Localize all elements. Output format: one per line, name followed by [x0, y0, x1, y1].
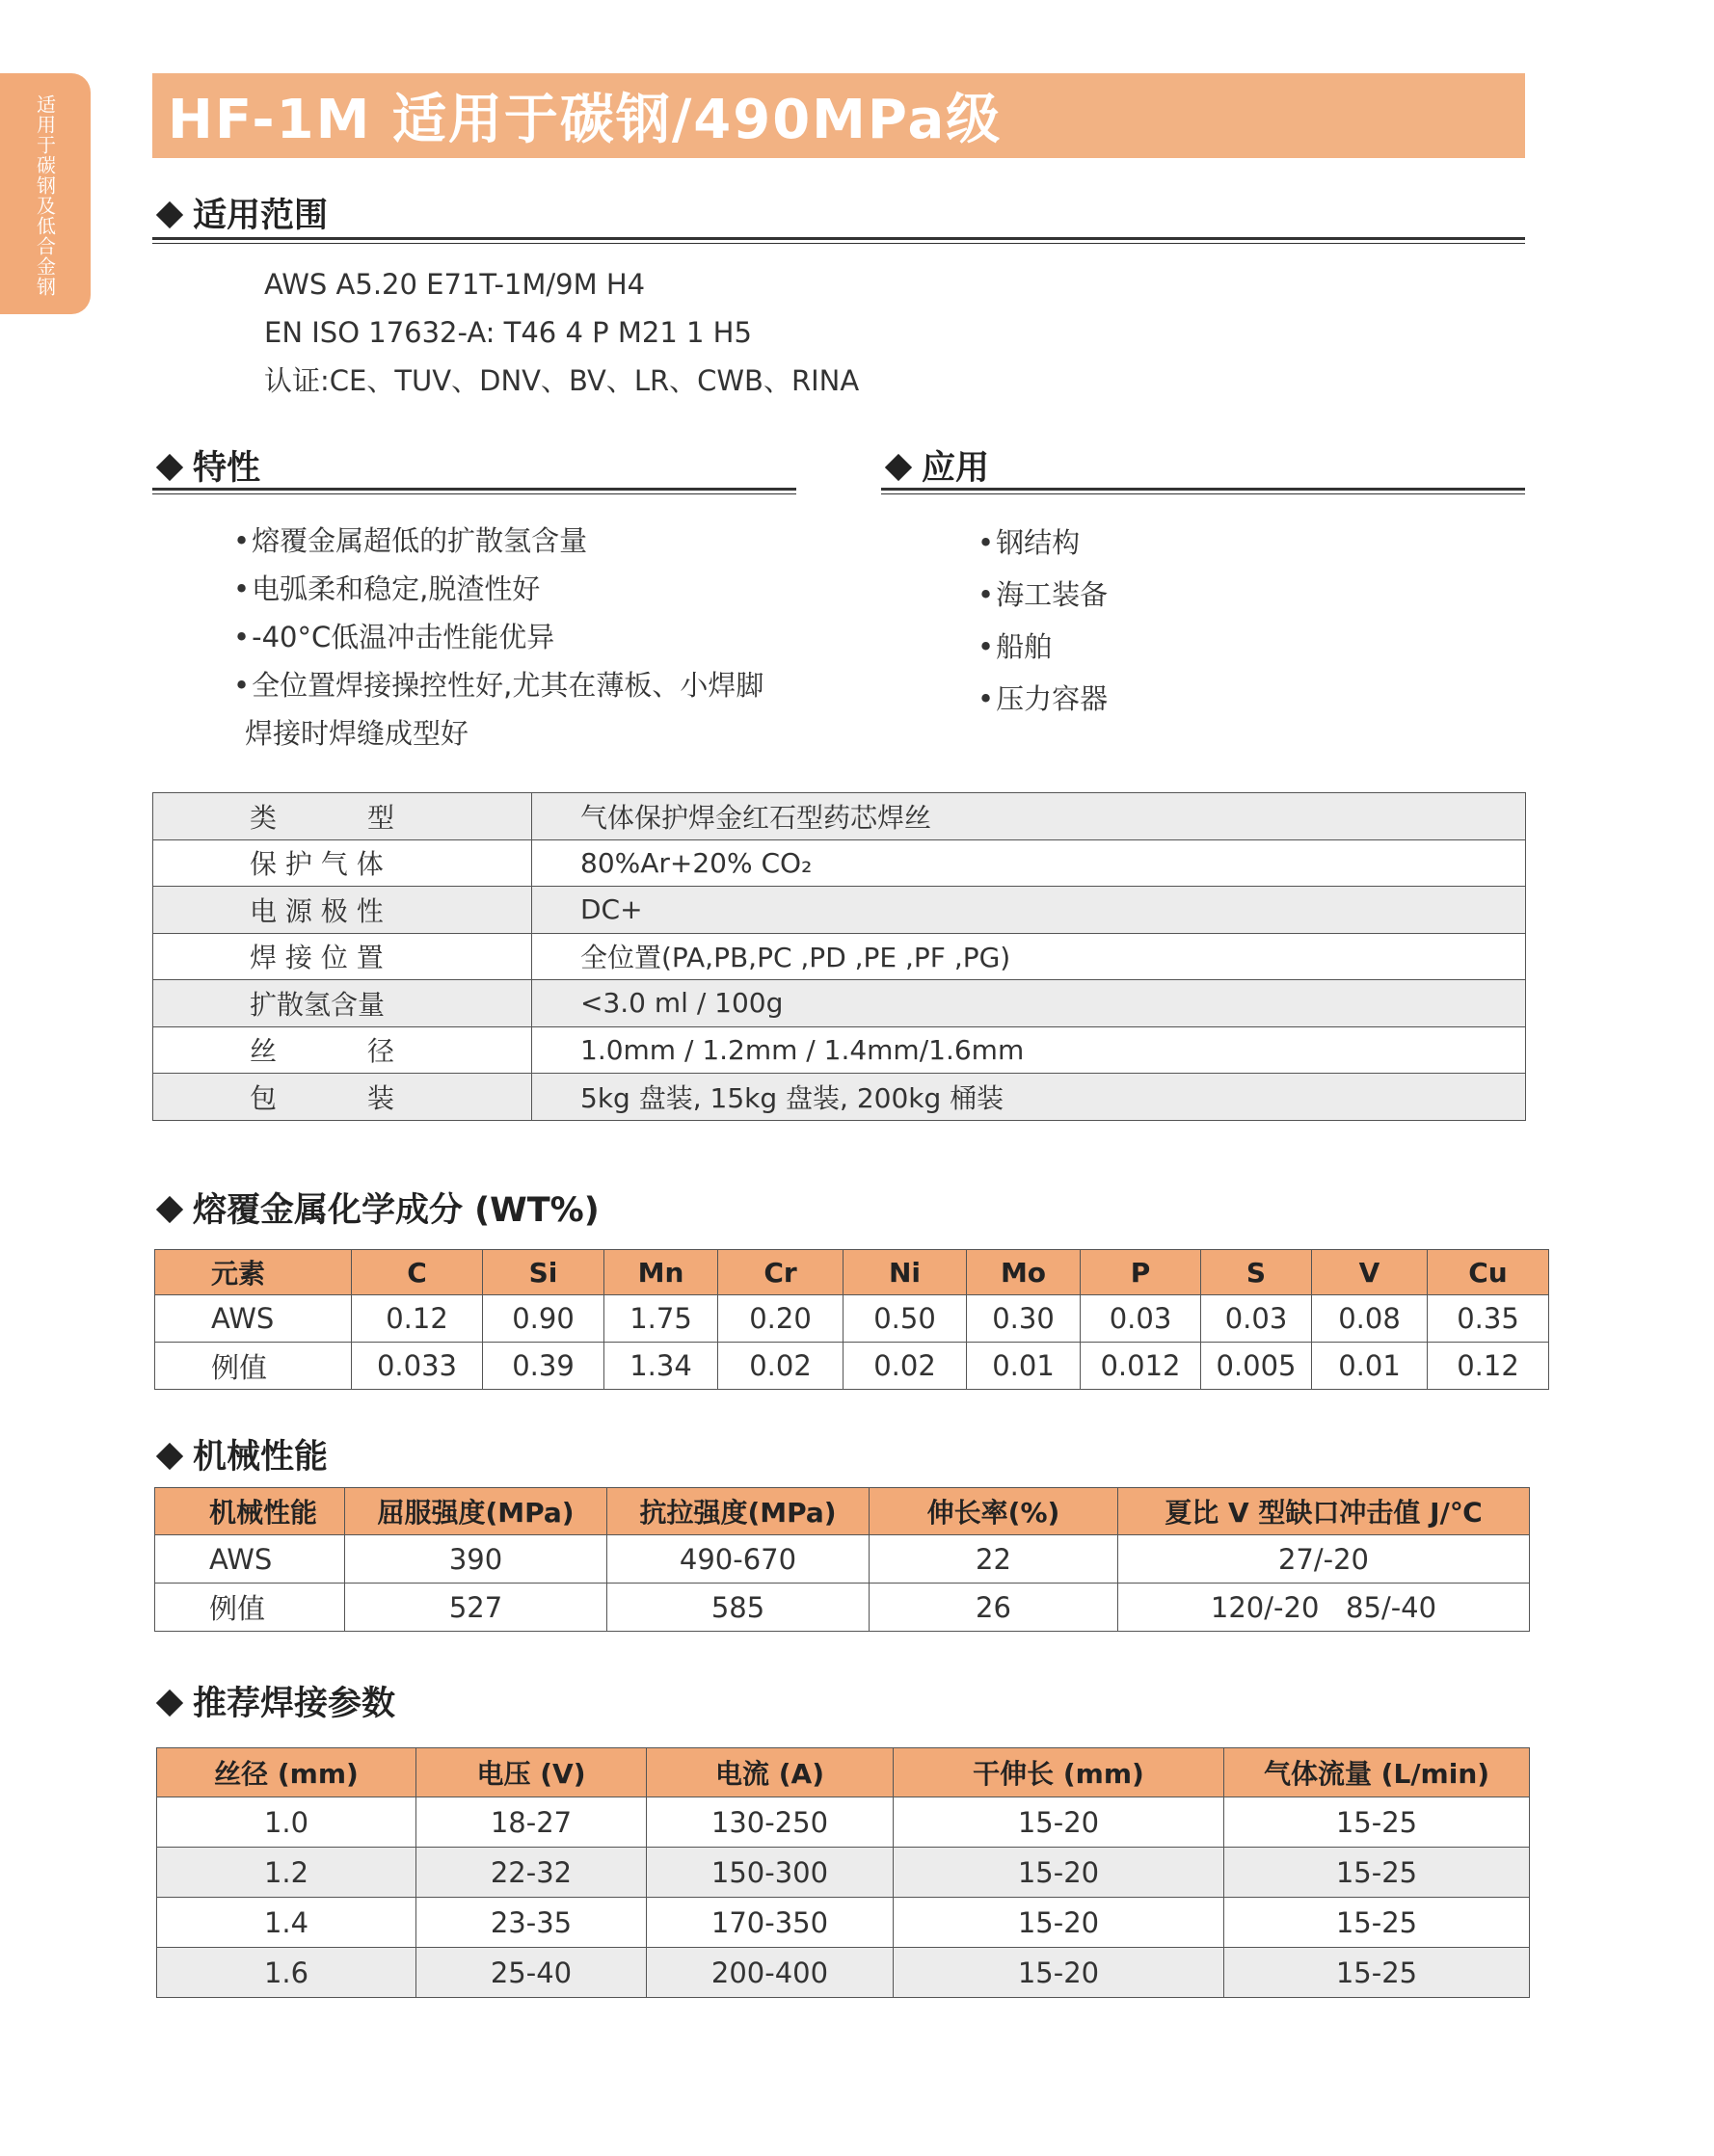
- mechanical-heading-text: 机械性能: [193, 1438, 329, 1477]
- table-cell: 15-20: [894, 1898, 1224, 1948]
- property-value: 全位置(PA,PB,PC ,PD ,PE ,PF ,PG): [532, 933, 1526, 980]
- table-row: [155, 1295, 1549, 1343]
- table-cell: 15-25: [1224, 1898, 1530, 1948]
- table-header-row: [157, 1748, 1530, 1797]
- table-cell: 0.033: [352, 1343, 483, 1390]
- feature-item: • -40°C低温冲击性能优异: [233, 613, 763, 661]
- table-cell: 15-25: [1224, 1848, 1530, 1898]
- scope-line: 认证:CE、TUV、DNV、BV、LR、CWB、RINA: [264, 364, 860, 397]
- table-cell: 15-20: [894, 1848, 1224, 1898]
- table-cell: 0.90: [483, 1295, 604, 1343]
- table-cell: 15-20: [894, 1948, 1224, 1998]
- scope-line: AWS A5.20 E71T-1M/9M H4: [264, 268, 646, 301]
- table-cell: 1.2: [157, 1848, 416, 1898]
- table-cell: 130-250: [647, 1797, 894, 1848]
- diamond-icon: [156, 454, 183, 481]
- column-header: 抗拉强度(MPa): [607, 1488, 870, 1535]
- property-key: 焊 接 位 置: [153, 933, 532, 980]
- diamond-icon: [156, 1196, 183, 1223]
- table-row: [153, 793, 1526, 840]
- applications-heading-text: 应用: [922, 449, 990, 488]
- table-cell: 例值: [155, 1343, 352, 1390]
- table-cell: 0.01: [1312, 1343, 1428, 1390]
- table-cell: 0.39: [483, 1343, 604, 1390]
- column-header: S: [1201, 1250, 1312, 1295]
- table-cell: 0.03: [1201, 1295, 1312, 1343]
- table-cell: 25-40: [416, 1948, 647, 1998]
- table-cell: 1.0: [157, 1797, 416, 1848]
- table-row: [153, 933, 1526, 980]
- property-value: 气体保护焊金红石型药芯焊丝: [532, 793, 1526, 840]
- table-cell: 0.012: [1081, 1343, 1201, 1390]
- column-header: 电流 (A): [647, 1748, 894, 1797]
- diamond-icon: [156, 201, 183, 228]
- side-tab-label: 适用于碳钢及低合金钢: [33, 94, 57, 297]
- table-cell: 22-32: [416, 1848, 647, 1898]
- application-item: • 海工装备: [978, 569, 1108, 621]
- table-cell: 200-400: [647, 1948, 894, 1998]
- table-row: [153, 839, 1526, 887]
- table-cell: AWS: [155, 1295, 352, 1343]
- page-title: HF-1M 适用于碳钢/490MPa级: [168, 89, 1003, 151]
- property-key: 扩散氢含量: [153, 980, 532, 1027]
- table-cell: 0.02: [718, 1343, 844, 1390]
- column-header: 气体流量 (L/min): [1224, 1748, 1530, 1797]
- feature-item: • 熔覆金属超低的扩散氢含量: [233, 517, 763, 565]
- table-cell: 1.4: [157, 1898, 416, 1948]
- table-cell: 23-35: [416, 1898, 647, 1948]
- table-cell: 0.12: [352, 1295, 483, 1343]
- column-header: 伸长率(%): [870, 1488, 1118, 1535]
- column-header: 元素: [155, 1250, 352, 1295]
- diamond-icon: [156, 1690, 183, 1717]
- table-row: [153, 1026, 1526, 1074]
- application-item: • 压力容器: [978, 673, 1108, 725]
- table-cell: 585: [607, 1584, 870, 1632]
- column-header: 电压 (V): [416, 1748, 647, 1797]
- column-header: Cu: [1428, 1250, 1549, 1295]
- table-cell: 0.02: [844, 1343, 967, 1390]
- table-cell: 15-25: [1224, 1948, 1530, 1998]
- column-header: 屈服强度(MPa): [345, 1488, 607, 1535]
- features-heading: [152, 441, 260, 490]
- table-cell: 0.35: [1428, 1295, 1549, 1343]
- column-header: V: [1312, 1250, 1428, 1295]
- table-cell: 22: [870, 1535, 1118, 1584]
- chemistry-table: [154, 1249, 1549, 1390]
- table-row: [157, 1948, 1530, 1998]
- feature-item: • 电弧柔和稳定,脱渣性好: [233, 565, 763, 613]
- property-value: 5kg 盘装, 15kg 盘装, 200kg 桶装: [532, 1074, 1526, 1121]
- application-item: • 船舶: [978, 621, 1108, 673]
- property-key: 丝 径: [153, 1026, 532, 1074]
- mechanical-table: [154, 1487, 1530, 1632]
- table-cell: 1.75: [604, 1295, 718, 1343]
- column-header: Si: [483, 1250, 604, 1295]
- table-cell: 0.50: [844, 1295, 967, 1343]
- column-header: Ni: [844, 1250, 967, 1295]
- scope-heading-text: 适用范围: [193, 197, 329, 235]
- table-row: [157, 1898, 1530, 1948]
- parameters-heading: [152, 1677, 395, 1725]
- table-cell: 120/-20 85/-40: [1118, 1584, 1530, 1632]
- table-row: [153, 1074, 1526, 1121]
- property-value: <3.0 ml / 100g: [532, 980, 1526, 1027]
- table-cell: 0.03: [1081, 1295, 1201, 1343]
- scope-list: [264, 260, 859, 405]
- property-key: 类 型: [153, 793, 532, 840]
- column-header: 干伸长 (mm): [894, 1748, 1224, 1797]
- table-cell: 例值: [155, 1584, 345, 1632]
- table-cell: 18-27: [416, 1797, 647, 1848]
- title-bar: [152, 73, 1525, 158]
- table-row: [153, 980, 1526, 1027]
- column-header: Mn: [604, 1250, 718, 1295]
- application-item: • 钢结构: [978, 517, 1108, 569]
- features-rule: [152, 488, 796, 494]
- applications-list: [978, 517, 1108, 725]
- scope-rule: [152, 237, 1525, 244]
- table-cell: 0.08: [1312, 1295, 1428, 1343]
- table-cell: 0.30: [967, 1295, 1081, 1343]
- applications-heading: [881, 441, 989, 490]
- chemistry-heading: [152, 1184, 600, 1232]
- table-cell: 15-20: [894, 1797, 1224, 1848]
- table-row: [155, 1584, 1530, 1632]
- table-row: [157, 1797, 1530, 1848]
- side-section-tab: [0, 73, 91, 314]
- table-row: [155, 1535, 1530, 1584]
- table-cell: 0.005: [1201, 1343, 1312, 1390]
- property-key: 包 装: [153, 1074, 532, 1121]
- table-cell: 150-300: [647, 1848, 894, 1898]
- table-header-row: [155, 1250, 1549, 1295]
- table-cell: 527: [345, 1584, 607, 1632]
- table-cell: 27/-20: [1118, 1535, 1530, 1584]
- table-row: [155, 1343, 1549, 1390]
- table-cell: AWS: [155, 1535, 345, 1584]
- property-value: 80%Ar+20% CO₂: [532, 839, 1526, 887]
- applications-rule: [881, 488, 1525, 494]
- table-cell: 15-25: [1224, 1797, 1530, 1848]
- table-cell: 0.12: [1428, 1343, 1549, 1390]
- mechanical-heading: [152, 1430, 328, 1478]
- column-header: P: [1081, 1250, 1201, 1295]
- table-cell: 0.01: [967, 1343, 1081, 1390]
- properties-table: [152, 792, 1526, 1121]
- table-cell: 490-670: [607, 1535, 870, 1584]
- scope-line: EN ISO 17632-A: T46 4 P M21 1 H5: [264, 316, 752, 349]
- table-row: [153, 887, 1526, 934]
- column-header: C: [352, 1250, 483, 1295]
- feature-item-continuation: 焊接时焊缝成型好: [245, 717, 469, 750]
- diamond-icon: [156, 1443, 183, 1470]
- features-heading-text: 特性: [193, 449, 261, 488]
- table-row: [157, 1848, 1530, 1898]
- column-header: 丝径 (mm): [157, 1748, 416, 1797]
- property-value: DC+: [532, 887, 1526, 934]
- table-cell: 1.6: [157, 1948, 416, 1998]
- feature-item: • 全位置焊接操控性好,尤其在薄板、小焊脚: [233, 661, 763, 709]
- property-key: 电 源 极 性: [153, 887, 532, 934]
- diamond-icon: [885, 454, 912, 481]
- parameters-heading-text: 推荐焊接参数: [193, 1685, 396, 1723]
- parameters-table: [156, 1747, 1530, 1998]
- table-cell: 1.34: [604, 1343, 718, 1390]
- property-value: 1.0mm / 1.2mm / 1.4mm/1.6mm: [532, 1026, 1526, 1074]
- chemistry-heading-text: 熔覆金属化学成分 (WT%): [193, 1191, 600, 1230]
- column-header: 机械性能: [155, 1488, 345, 1535]
- property-key: 保 护 气 体: [153, 839, 532, 887]
- table-cell: 0.20: [718, 1295, 844, 1343]
- table-cell: 170-350: [647, 1898, 894, 1948]
- column-header: 夏比 V 型缺口冲击值 J/℃: [1118, 1488, 1530, 1535]
- scope-heading: [152, 189, 328, 237]
- table-cell: 26: [870, 1584, 1118, 1632]
- features-list: [233, 517, 763, 758]
- column-header: Cr: [718, 1250, 844, 1295]
- table-header-row: [155, 1488, 1530, 1535]
- table-cell: 390: [345, 1535, 607, 1584]
- column-header: Mo: [967, 1250, 1081, 1295]
